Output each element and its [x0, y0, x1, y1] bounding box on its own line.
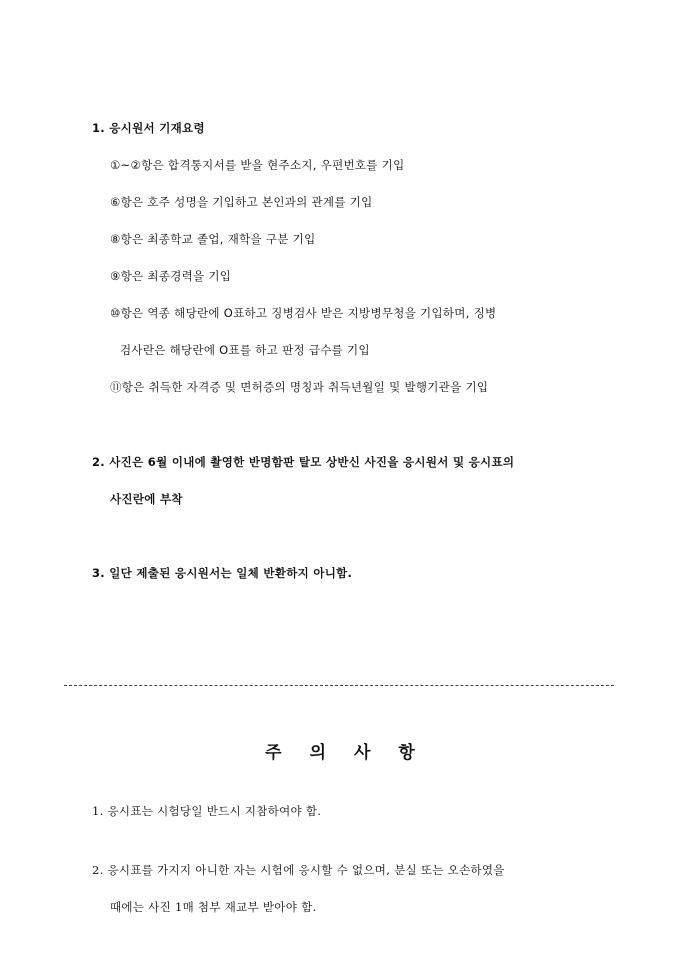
- notice-item-continued: 때에는 사진 1매 첨부 재교부 받아야 함.: [110, 900, 317, 914]
- section1-item: ⑩항은 역종 해당란에 O표하고 징병검사 받은 지방병무청을 기입하며, 징병: [110, 306, 497, 320]
- notice-item: 2. 응시표를 가지지 아니한 자는 시험에 응시할 수 없으며, 분실 또는 오손하였을: [92, 863, 505, 877]
- notice-item: 1. 응시표는 시험당일 반드시 지참하여야 함.: [92, 804, 322, 818]
- section1-item: ⑧항은 최종학교 졸업, 재학을 구분 기입: [110, 232, 316, 246]
- section2-line2: 사진란에 부착: [110, 492, 183, 506]
- section3-text: 3. 일단 제출된 응시원서는 일체 반환하지 아니함.: [92, 566, 353, 580]
- cut-line-divider: [64, 685, 614, 686]
- section2-line1: 2. 사진은 6월 이내에 촬영한 반명함판 탈모 상반신 사진을 응시원서 및 응시표의: [92, 455, 515, 469]
- section1-item: ⑨항은 최종경력을 기입: [110, 269, 232, 283]
- section1-item: ⑥항은 호주 성명을 기입하고 본인과의 관계를 기입: [110, 195, 373, 209]
- section1-item: ⑪항은 취득한 자격증 및 면허증의 명칭과 취득년월일 및 발행기관을 기입: [110, 380, 489, 394]
- notice-title: 주의사항: [265, 743, 443, 763]
- section1-heading: 1. 응시원서 기재요령: [92, 121, 205, 135]
- section1-item: ①~②항은 합격통지서를 받을 현주소지, 우편번호를 기입: [110, 158, 405, 172]
- section1-item-continued: 검사란은 해당란에 O표를 하고 판정 급수를 기입: [120, 343, 370, 357]
